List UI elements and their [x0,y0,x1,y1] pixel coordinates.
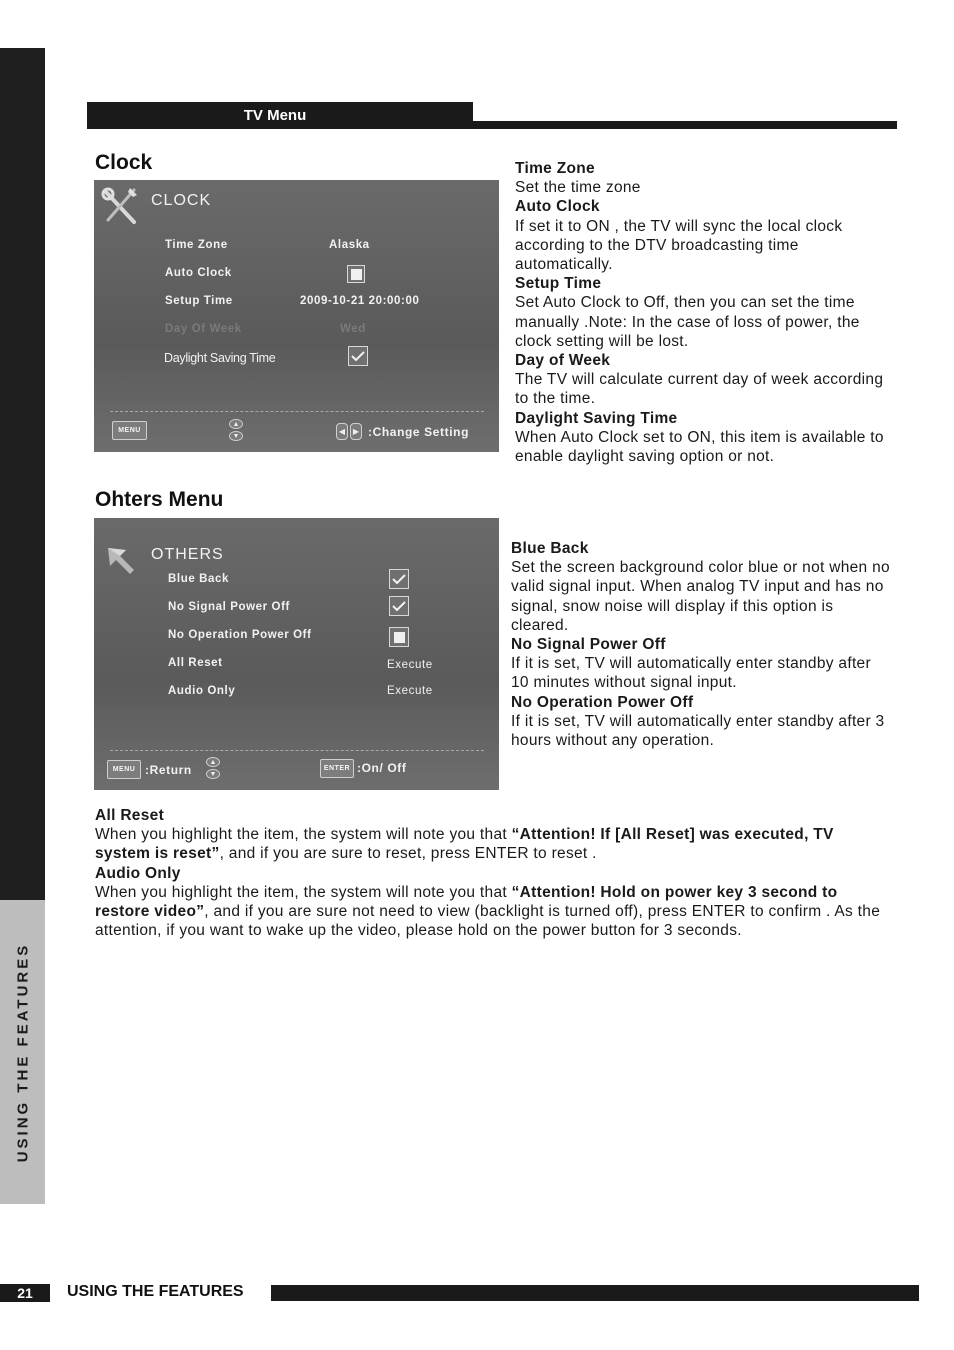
arrow-icon [104,544,138,578]
auto-clock-checkbox[interactable] [347,265,365,283]
menu-item-no-signal-power-off[interactable]: No Signal Power Off [168,601,290,613]
change-setting-label: :Change Setting [368,425,469,439]
menu-item-setup-time[interactable]: Setup Time [165,295,233,307]
check-icon [392,600,406,612]
up-down-icon: ▲ ▼ [229,419,245,441]
blue-back-checkbox[interactable] [389,569,409,589]
audio-only-execute[interactable]: Execute [387,685,433,697]
others-screen [94,518,499,790]
desc-heading: Time Zone [515,160,595,177]
on-off-label: :On/ Off [357,761,407,775]
desc-heading: No Signal Power Off [511,636,666,654]
menu-button[interactable]: MENU [107,760,141,779]
screen-divider [110,411,484,412]
all-reset-execute[interactable]: Execute [387,659,433,671]
menu-item-all-reset[interactable]: All Reset [168,657,223,669]
footer-title: USING THE FEATURES [67,1283,244,1300]
enter-button[interactable]: ENTER [320,759,354,778]
desc-text: Set the time zone [515,179,641,197]
menu-item-audio-only[interactable]: Audio Only [168,685,236,697]
side-label: USING THE FEATURES [14,942,32,1162]
desc-heading: Auto Clock [515,198,600,216]
header-line [473,121,897,129]
desc-heading: Blue Back [511,540,589,557]
clock-screen-title: CLOCK [151,192,212,209]
clock-section-title: Clock [95,151,153,174]
menu-item-blue-back[interactable]: Blue Back [168,573,230,585]
check-icon [351,350,365,362]
daylight-saving-checkbox[interactable] [348,346,368,366]
desc-text: If set it to ON , the TV will sync the local clock according to the DTV broadcasting time automatically. [515,217,843,274]
desc-text: Set Auto Clock to Off, then you can set the time manually .Note: In the case of loss of power, the clock setting will be lost. [515,294,860,350]
day-of-week-value: Wed [340,323,366,335]
others-section-title: Ohters Menu [95,488,224,511]
desc-text: If it is set, TV will automatically enter standby after 3 hours without any operation. [511,712,885,750]
clock-screen [94,180,499,452]
audio-only-heading: Audio Only [95,864,181,882]
desc-heading: Daylight Saving Time [515,409,678,427]
check-icon [392,573,406,585]
setup-time-value: 2009-10-21 20:00:00 [300,295,420,307]
desc-text: When Auto Clock set to ON, this item is available to enable daylight saving option or not. [515,428,884,466]
menu-item-day-of-week: Day Of Week [165,323,242,335]
all-reset-text: When you highlight the item, the system will note you that “Attention! If [All Reset] was executed, TV system is reset”, and if you are sure to reset, press ENTER to reset . [95,826,834,863]
bottom-description [95,806,885,940]
desc-heading: No Operation Power Off [511,693,694,711]
desc-text: Set the screen background color blue or not when no valid signal input. When analog TV input and has no signal, snow noise will display if this option is cleared. [511,559,890,634]
menu-button[interactable]: MENU [112,421,147,440]
others-description [511,539,891,750]
side-band-dark [0,48,45,900]
time-zone-value: Alaska [329,239,370,251]
menu-item-time-zone[interactable]: Time Zone [165,239,228,251]
desc-text: The TV will calculate current day of week according to the time. [515,371,884,408]
page-title: TV Menu [243,107,307,124]
desc-text: If it is set, TV will automatically enter standby after 10 minutes without signal input. [511,655,871,692]
up-down-icon: ▲ ▼ [206,757,222,779]
page-number: 21 [0,1284,50,1302]
others-screen-title: OTHERS [151,546,224,563]
menu-item-no-operation-power-off[interactable]: No Operation Power Off [168,629,312,641]
left-right-icon: ◀ ▶ [336,423,362,440]
footer-line [271,1285,919,1301]
clock-description [515,159,895,466]
desc-heading: Setup Time [515,275,602,293]
desc-heading: Day of Week [515,352,611,370]
tools-icon [100,186,140,228]
no-signal-power-off-checkbox[interactable] [389,596,409,616]
menu-item-auto-clock[interactable]: Auto Clock [165,267,232,279]
audio-only-text: When you highlight the item, the system will note you that “Attention! Hold on power key 3 second to restore video”, and if you are sure not need to view (backlight is turned off), press ENTER to confirm . As the attention, if you want to wake up the video, please hold on the power button for 3 seconds. [95,883,881,940]
all-reset-heading: All Reset [95,807,165,824]
menu-item-daylight-saving[interactable]: Daylight Saving Time [164,351,276,365]
return-label: :Return [145,763,192,777]
no-operation-power-off-checkbox[interactable] [389,627,409,647]
screen-divider [110,750,484,751]
